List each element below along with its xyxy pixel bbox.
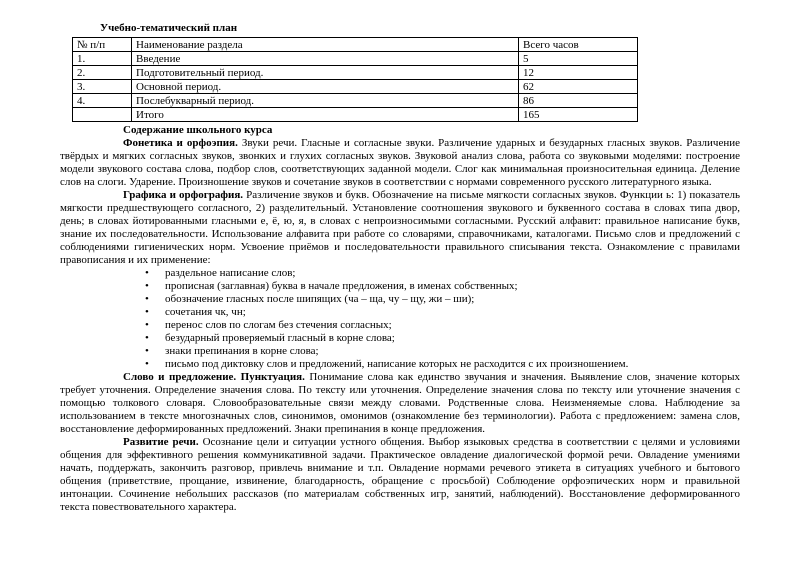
- table-row: [73, 66, 638, 80]
- section-word-sentence-text: Понимание слова как единство звучания и значения. Выявление слов, значение которых требует уточнения. Определение значения слова. По тексту или уточнения. Определение значения слова по тексту или уточнение значения с помощью толкового словаря. Словообразовательные связи между словами. Родственные слова. Неизменяемые слова. Наблюдение за использованием в тексте многозначных слов, синонимов, омонимов (ознакомление без терминологии). Работа с предложением: замена слов, восстановление деформированных предложений. Знаки препинания в конце предложения.: [60, 371, 741, 435]
- bullet-icon: •: [145, 358, 149, 370]
- bullet-icon: •: [145, 332, 149, 344]
- row-num: 4.: [73, 94, 132, 108]
- table-row: [73, 94, 638, 108]
- section-speech: [60, 436, 740, 514]
- row-name: Основной период.: [132, 80, 519, 94]
- spelling-rule-item: [60, 267, 740, 280]
- spelling-rule-item: [60, 332, 740, 345]
- row-hours: 5: [519, 52, 638, 66]
- spelling-rule-item: [60, 293, 740, 306]
- section-phonetics-text: Звуки речи. Гласные и согласные звуки. Различение ударных и безударных гласных звуков. Различение твёрдых и мягких согласных звуков, звонких и глухих согласных звуков. Звуковой анализ слова, работа со звуковыми моделями: построение модели звукового состава слова, подбор слов, соответствующих заданной модели. Слог как минимальная произносительная единица. Деление слов на слоги. Ударение. Произношение звуков и сочетание звуков в соответствии с нормами современного русского литературного языка.: [60, 137, 740, 188]
- section-word-sentence-lead: Слово и предложение. Пунктуация.: [123, 371, 305, 383]
- row-name: Итого: [132, 108, 519, 122]
- section-phonetics-lead: Фонетика и орфоэпия.: [123, 137, 238, 149]
- row-name: Послебукварный период.: [132, 94, 519, 108]
- spelling-rule-text: письмо под диктовку слов и предложений, написание которых не расходится с их произношением.: [165, 358, 629, 370]
- bullet-icon: •: [145, 280, 149, 292]
- plan-table-header-row: [73, 38, 638, 52]
- bullet-icon: •: [145, 293, 149, 305]
- section-graphics: [60, 189, 740, 267]
- section-word-sentence: [60, 371, 740, 436]
- row-hours: 86: [519, 94, 638, 108]
- spelling-rule-text: раздельное написание слов;: [165, 267, 296, 279]
- row-num: [73, 108, 132, 122]
- section-speech-text: Осознание цели и ситуации устного общения. Выбор языковых средства в соответствии с целями и условиями общения для эффективного решения коммуникативной задачи. Практическое овладение диалогической формой речи. Овладение умениями начать, поддержать, закончить разговор, привлечь внимание и т.п. Овладение нормами речевого этикета в ситуациях учебного и бытового общения (приветствие, прощание, извинение, благодарность, обращение с просьбой) Соблюдение орфоэпических норм и правильной интонации. Сочинение небольших рассказов (по материалам собственных игр, занятий, наблюдений). Восстановление деформированного текста повествовательного характера.: [60, 436, 741, 513]
- table-row-total: [73, 108, 638, 122]
- plan-heading: Учебно-тематический план: [100, 22, 238, 34]
- column-header-hours: Всего часов: [519, 38, 638, 52]
- row-hours: 12: [519, 66, 638, 80]
- bullet-icon: •: [145, 345, 149, 357]
- spelling-rule-item: [60, 319, 740, 332]
- section-speech-lead: Развитие речи.: [123, 436, 199, 448]
- plan-table: [72, 37, 638, 122]
- row-num: 2.: [73, 66, 132, 80]
- bullet-icon: •: [145, 267, 149, 279]
- spelling-rule-item: [60, 280, 740, 293]
- spelling-rule-item: [60, 306, 740, 319]
- row-name: Введение: [132, 52, 519, 66]
- spelling-rule-text: сочетания чк, чн;: [165, 306, 246, 318]
- column-header-name: Наименование раздела: [132, 38, 519, 52]
- spelling-rule-text: перенос слов по слогам без стечения согласных;: [165, 319, 392, 331]
- table-row: [73, 52, 638, 66]
- content-heading: Содержание школьного курса: [123, 124, 273, 136]
- spelling-rule-text: прописная (заглавная) буква в начале предложения, в именах собственных;: [165, 280, 518, 292]
- column-header-num: № п/п: [73, 38, 132, 52]
- bullet-icon: •: [145, 306, 149, 318]
- row-num: 3.: [73, 80, 132, 94]
- section-graphics-lead: Графика и орфография.: [123, 189, 244, 201]
- spelling-rule-text: знаки препинания в корне слова;: [165, 345, 319, 357]
- spelling-rule-item: [60, 345, 740, 358]
- row-num: 1.: [73, 52, 132, 66]
- section-graphics-text: Различение звуков и букв. Обозначение на письме мягкости согласных звуков. Функции ь: 1) показатель мягкости предшествующего согласного, 2) разделительный. Установление соотношения звукового и буквенного состава в словах типа двор, день; в словах йотированными гласными е, ё, ю, я, в словах с непроизносимыми согласными. Русский алфавит: правильное написание букв, знание их последовательности. Использование алфавита при работе со словарями, справочниками, каталогами. Письмо слов и предложений с соблюдениями гигиенических норм. Усвоение приёмов и последовательности правильного списывания текста. Ознакомление с правилами правописания и их применение:: [60, 189, 741, 266]
- spelling-rules-list: [60, 267, 740, 371]
- table-row: [73, 80, 638, 94]
- row-name: Подготовительный период.: [132, 66, 519, 80]
- row-hours: 165: [519, 108, 638, 122]
- spelling-rule-text: безударный проверяемый гласный в корне слова;: [165, 332, 395, 344]
- spelling-rule-item: [60, 358, 740, 371]
- row-hours: 62: [519, 80, 638, 94]
- section-phonetics: [60, 137, 740, 189]
- spelling-rule-text: обозначение гласных после шипящих (ча – ща, чу – щу, жи – ши);: [165, 293, 475, 305]
- bullet-icon: •: [145, 319, 149, 331]
